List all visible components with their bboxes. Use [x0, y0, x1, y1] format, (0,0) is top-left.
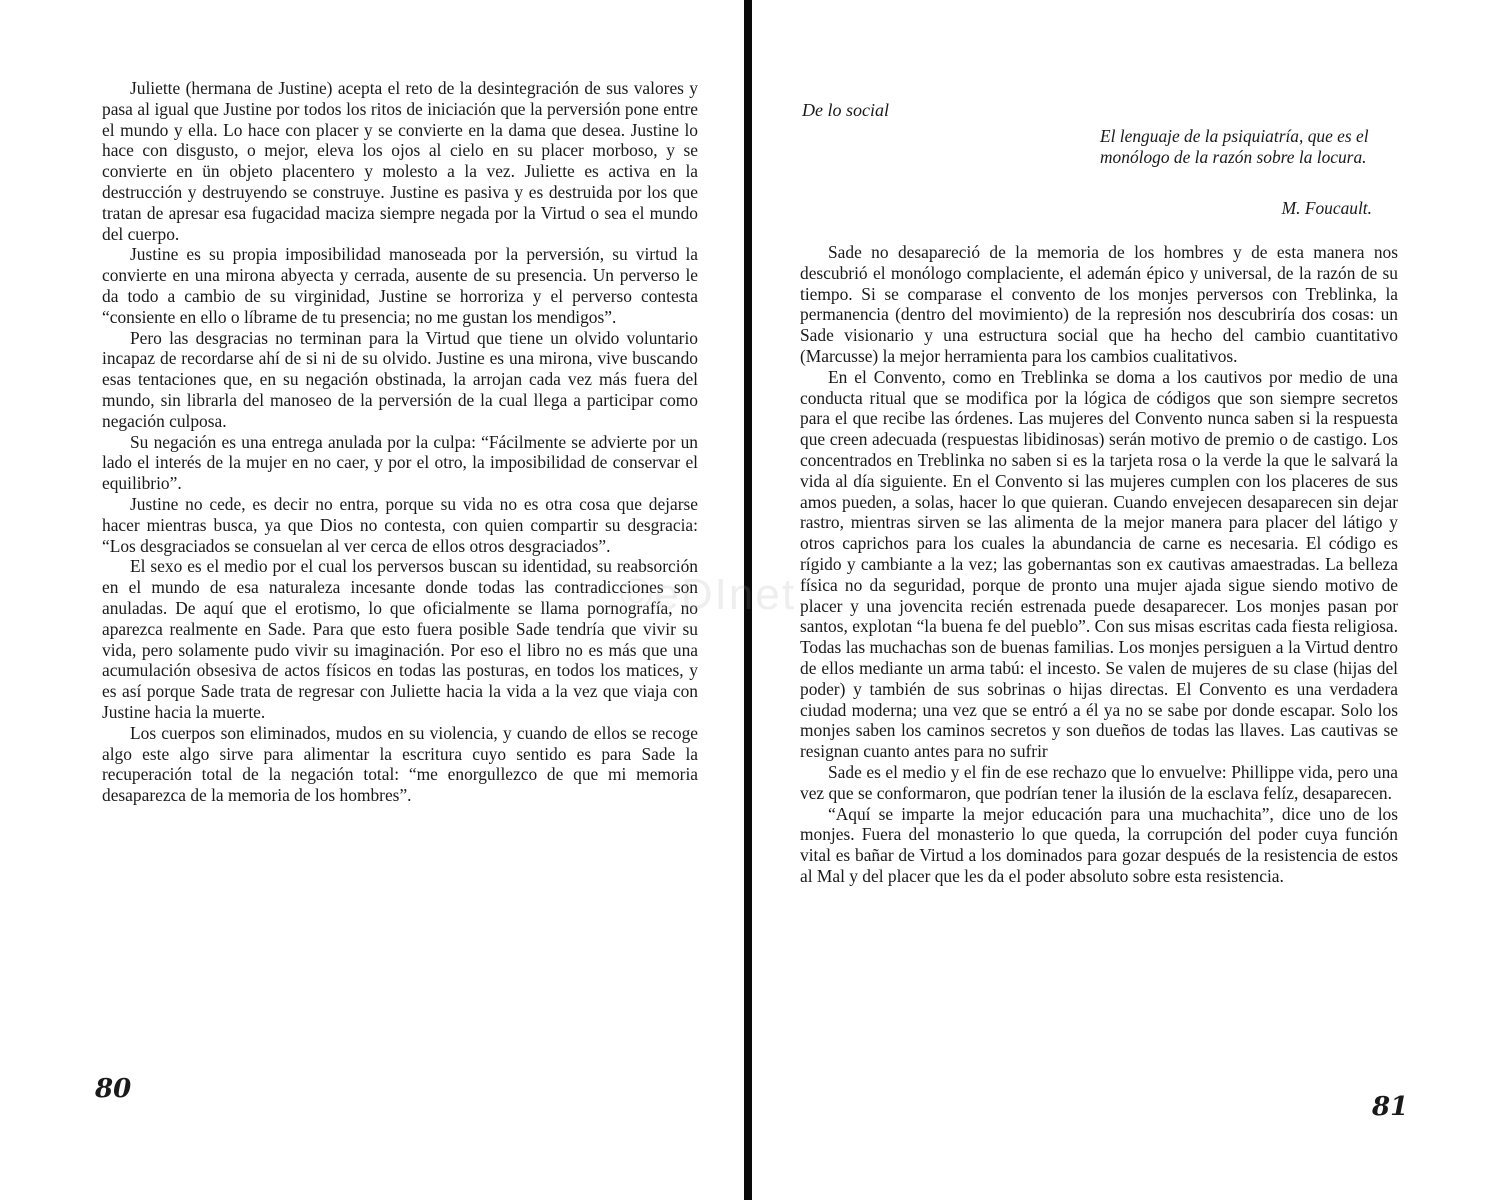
epigraph-quote: El lenguaje de la psiquiatría, que es el monólogo de la razón sobre la locura.: [1100, 126, 1369, 167]
page-number-right: 81: [1372, 1092, 1409, 1122]
right-page-body: [800, 242, 1398, 887]
paragraph: “Aquí se imparte la mejor educación para una muchachita”, dice uno de los monjes. Fuera del monasterio lo que queda, la corrupción del poder cuya función vital es bañar de Virtud a los dominados para gozar después de la resistencia de estos al Mal y del placer que les da el poder absoluto sobre esta resistencia.: [800, 803, 1398, 886]
watermark-text: ©eDInet: [620, 570, 797, 619]
paragraph: Sade no desapareció de la memoria de los hombres y de esta manera nos descubrió el monólogo complaciente, el ademán épico y universal, de la razón de su tiempo. Si se comparase el convento de los monjes perversos con Treblinka, la permanencia (dentro del movimiento) de la represión nos descubriría dos cosas: un Sade visionario y una estructura social que ha hecho del cambio cuantitativo (Marcusse) la mejor herramienta para los cambios cualitativos.: [800, 242, 1398, 366]
paragraph: El sexo es el medio por el cual los perversos buscan su identidad, su reabsorción en el mundo de esa naturaleza incesante donde todas las contradicciones son anuladas. De aquí que el erotismo, lo que oficialmente se llama pornografía, no aparezca realmente en Sade. Para que esto fuera posible Sade tendría que vivir su vida, pero solamente pudo vivir su imaginación. Por eso el libro no es más que una acumulación obsesiva de actos físicos en todas las posturas, en todos los matices, y es así porque Sade trata de regresar con Juliette hacia la vida a la vez que viaja con Justine hacia la muerte.: [102, 556, 698, 722]
paragraph: Su negación es una entrega anulada por la culpa: “Fácilmente se advierte por un lado el interés de la mujer en no caer, y por el otro, la imposibilidad de conservar el equilibrio”.: [102, 431, 698, 494]
left-page-body: [102, 78, 698, 806]
paragraph: Justine no cede, es decir no entra, porque su vida no es otra cosa que dejarse hacer mientras busca, ya que Dios no contesta, con quien compartir su desgracia: “Los desgraciados se consuelan al ver cerca de ellos otros desgraciados”.: [102, 493, 698, 556]
paragraph: Juliette (hermana de Justine) acepta el reto de la desintegración de sus valores y pasa al igual que Justine por todos los ritos de iniciación que la perversión pone entre el mundo y ella. Lo hace con placer y se convierte en la dama que desea. Justine lo hace con disgusto, o mejor, eleva los ojos al cielo en su placer morboso, y se convierte en ün objeto placentero y molesto a la vez. Juliette es activa en la destrucción y destruyendo se construye. Justine es pasiva y es destruida por los que tratan de apresar esa fugacidad maciza siempre negada por la Virtud o sea el mundo del cuerpo.: [102, 78, 698, 244]
page-number-left: 80: [95, 1074, 132, 1104]
right-page: [752, 0, 1500, 1200]
paragraph: Sade es el medio y el fin de ese rechazo que lo envuelve: Phillippe vida, pero una vez que se conformaron, que podrían tener la ilusión de la esclava felíz, desaparecen.: [800, 761, 1398, 803]
paragraph: Los cuerpos son eliminados, mudos en su violencia, y cuando de ellos se recoge algo este algo sirve para alimentar la escritura cuyo sentido es para Sade la recuperación total de la negación total: “me enorgullezco de que mi memoria desaparezca de la memoria de los hombres”.: [102, 722, 698, 806]
epigraph-author: M. Foucault.: [1281, 198, 1372, 218]
paragraph: Justine es su propia imposibilidad manoseada por la perversión, su virtud la convierte en una mirona abyecta y cerrada, ausente de su presencia. Un perverso le da todo a cambio de su virginidad, Justine se horroriza y el perverso contesta “consiente en ello o líbrame de tu presencia; no me gustan los mendigos”.: [102, 244, 698, 327]
paragraph: En el Convento, como en Treblinka se doma a los cautivos por medio de una conducta ritual que se modifica por la lógica de códigos que son siempre secretos para el que recibe las órdenes. Las mujeres del Convento nunca saben si la respuesta que creen adecuada (respuestas libidinosas) serán motivo de premio o de castigo. Los concentrados en Treblinka no saben si es la tarjeta rosa o la verde la que le salvará la vida al día siguiente. En el Convento si las mujeres cumplen con los placeres de sus amos pueden, a solas, hacer lo que quieran. Cuando envejecen desaparecen sin dejar rastro, mientras sirven se las alimenta de la mejor manera para placer del látigo y otros caprichos para los cuales la abundancia de carne es necesaria. El código es rígido y cambiante a la vez; las gobernantas son ex cautivas amaestradas. La belleza física no da seguridad, porque de pronto una mujer ajada sigue siendo motivo de placer y una jovencita recién estrenada puede desaparecer. Los monjes pasan por santos, explotan “la buena fe del pueblo”. Con sus misas escritas cada fiesta religiosa. Todas las muchachas son de buenas familias. Los monjes persiguen a la Virtud dentro de ellos mediante un arma tabú: el incesto. Se valen de mujeres de su clase (hijas del poder) y también de sus sobrinas o hijas directas. El Convento es una verdadera ciudad moderna; una vez que se entró a él ya no se sabe por donde escapar. Solo los monjes saben los caminos secretos y son dueños de todas las llaves. Las cautivas se resignan cuanto antes para no sufrir: [800, 366, 1398, 762]
section-heading: De lo social: [802, 100, 889, 120]
paragraph: Pero las desgracias no terminan para la Virtud que tiene un olvido voluntario incapaz de recordarse ahí de si ni de su olvido. Justine es una mirona, vive buscando esas tentaciones que, en su negación obstinada, la arrojan cada vez más fuera del mundo, sin librarla del manoseo de la perversión de la cual llega a participar como negación culposa.: [102, 327, 698, 431]
